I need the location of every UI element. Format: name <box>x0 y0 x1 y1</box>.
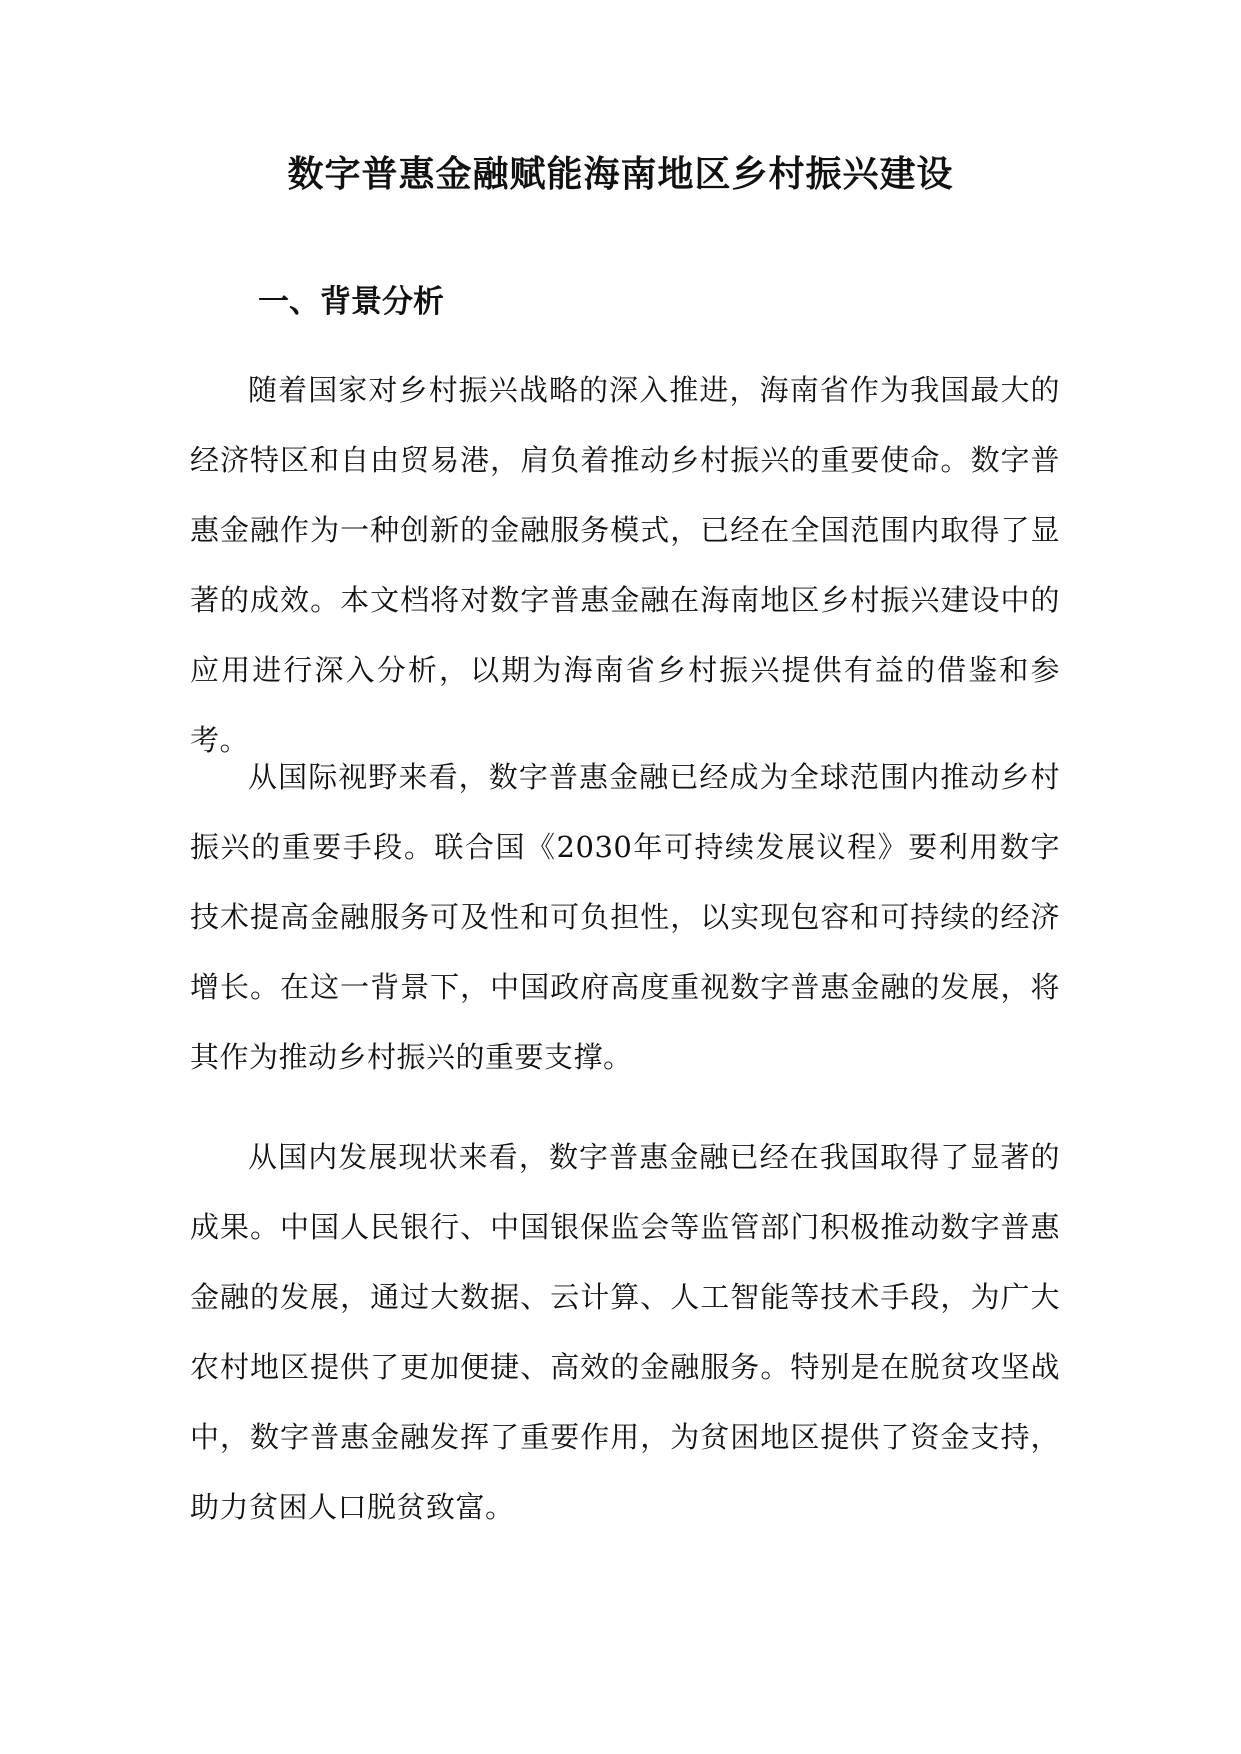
body-paragraph-2: 从国际视野来看，数字普惠金融已经成为全球范围内推动乡村振兴的重要手段。联合国《2030年可持续发展议程》要利用数字技术提高金融服务可及性和可负担性，以实现包容和可持续的经济增长。在这一背景下，中国政府高度重视数字普惠金融的发展，将其作为推动乡村振兴的重要支撑。 <box>190 760 1060 1074</box>
section-heading: 一、背景分析 <box>258 284 444 320</box>
body-paragraph-1: 随着国家对乡村振兴战略的深入推进，海南省作为我国最大的经济特区和自由贸易港，肩负着推动乡村振兴的重要使命。数字普惠金融作为一种创新的金融服务模式，已经在全国范围内取得了显著的成效。本文档将对数字普惠金融在海南地区乡村振兴建设中的应用进行深入分析，以期为海南省乡村振兴提供有益的借鉴和参考。 <box>190 373 1060 757</box>
document-title: 数字普惠金融赋能海南地区乡村振兴建设 <box>287 154 954 195</box>
body-paragraph-3: 从国内发展现状来看，数字普惠金融已经在我国取得了显著的成果。中国人民银行、中国银保监会等监管部门积极推动数字普惠金融的发展，通过大数据、云计算、人工智能等技术手段，为广大农村地区提供了更加便捷、高效的金融服务。特别是在脱贫攻坚战中，数字普惠金融发挥了重要作用，为贫困地区提供了资金支持，助力贫困人口脱贫致富。 <box>190 1140 1060 1524</box>
